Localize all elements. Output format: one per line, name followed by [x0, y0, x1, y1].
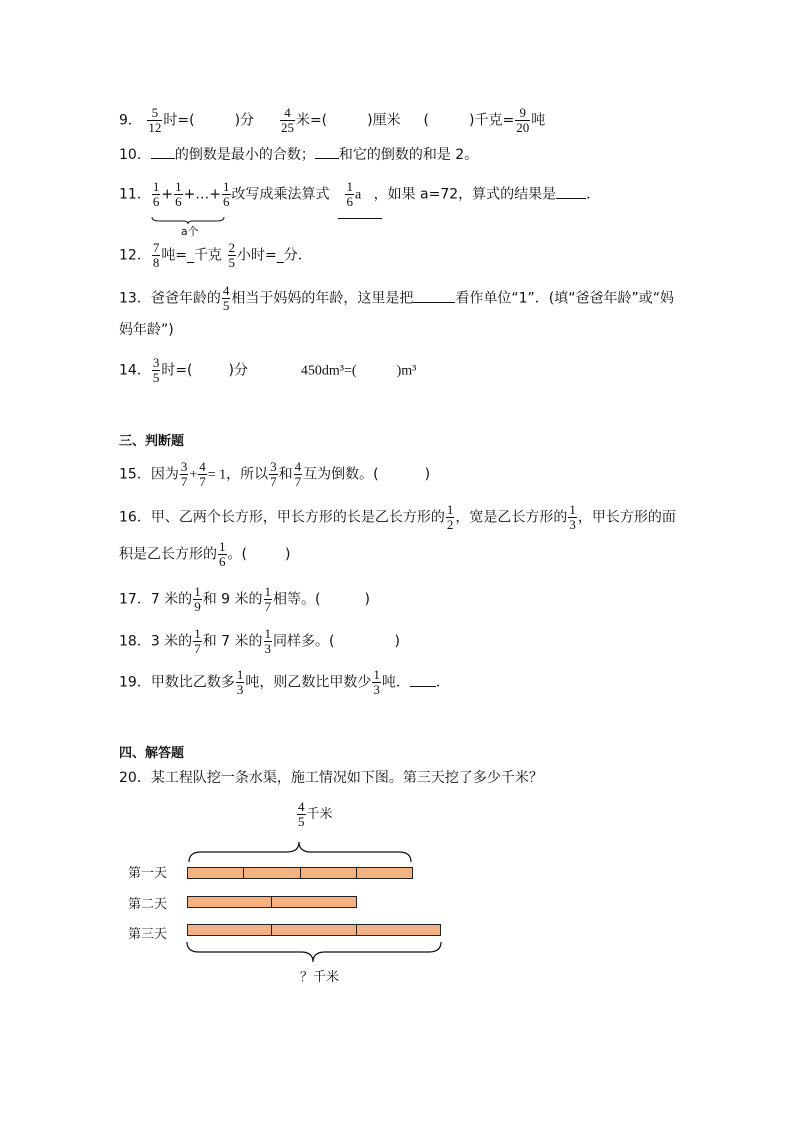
- bottom-brace: [185, 940, 445, 966]
- question-17: 17．7 米的 $\frac{1}{9}$ 和 9 米的 $\frac{1}{7}$ 相等。( ): [119, 584, 370, 614]
- question-20: 20．某工程队挖一条水渠，施工情况如下图。第三天挖了多少千米？: [119, 770, 543, 786]
- question-9: 9． $\frac{5}{12}$ 时=( )分 $\frac{4}{25}$ 米=( )厘米 ( )千克= $\frac{9}{20}$ 吨: [119, 105, 546, 135]
- day-label-3: 第三天: [128, 927, 168, 942]
- q11-sum-expression: $\frac{1}{6}$ + $\frac{1}{6}$ +…+ $\frac{1}{6}$ a个: [151, 180, 232, 209]
- day-3-bar: [187, 924, 441, 936]
- q13-fraction: $\frac{4}{5}$: [222, 283, 230, 313]
- day-2-bar: [187, 896, 357, 908]
- q10-blank-2: [315, 144, 339, 159]
- q9-fraction-3: $\frac{9}{20}$: [516, 105, 530, 135]
- question-16: 16．甲、乙两个长方形，甲长方形的长是乙长方形的 $\frac{1}{2}$ ，宽是乙长方形的 $\frac{1}{3}$ ，甲长方形的面: [119, 502, 676, 532]
- section-4-title: 四、解答题: [119, 746, 185, 761]
- question-13: 13．爸爸年龄的 $\frac{4}{5}$ 相当于妈妈的年龄，这里是把 看作单位“1”．(填“爸爸年龄”或“妈: [119, 283, 674, 313]
- question-19: 19．甲数比乙数多 $\frac{1}{3}$ 吨，则乙数比甲数少 $\frac{1}{3}$ 吨． ．: [119, 667, 450, 697]
- question-18: 18．3 米的 $\frac{1}{7}$ 和 7 米的 $\frac{1}{3}$ 同样多。( ): [119, 626, 400, 656]
- question-11: 11． $\frac{1}{6}$ + $\frac{1}{6}$ +…+ $\frac{1}{6}$ a个 改写成乘法算式 $\frac{1}{6}$ a ，如果 a=72，算式的结果是 ．: [119, 180, 600, 224]
- q19-blank: [410, 672, 436, 687]
- q12-fraction-2: $\frac{2}{5}$: [228, 240, 236, 270]
- q9-number: 9．: [119, 112, 142, 129]
- top-length-label: $\frac{4}{5}$ 千米: [298, 799, 333, 829]
- question-14: 14． $\frac{3}{5}$ 时=( )分 450dm³=( )m³: [119, 355, 417, 385]
- question-13-cont: 妈年龄”): [119, 322, 174, 338]
- q13-blank: [413, 288, 455, 303]
- day-label-1: 第一天: [128, 866, 168, 881]
- q9-fraction-1: $\frac{5}{12}$: [148, 105, 162, 135]
- question-16-cont: 积是乙长方形的 $\frac{1}{6}$ 。( ): [119, 539, 291, 569]
- q11-blank: [556, 184, 586, 199]
- question-12: 12． $\frac{7}{8}$ 吨=_千克 $\frac{2}{5}$ 小时=_分．: [119, 240, 312, 270]
- question-15: 15．因为 $\frac{3}{7}$ + $\frac{4}{7}$ = 1，所以 $\frac{3}{7}$ 和 $\frac{4}{7}$ 互为倒数。( ): [119, 459, 431, 489]
- bottom-length-label: ？千米: [300, 970, 340, 985]
- underbrace-label: a个: [180, 225, 199, 238]
- section-3-title: 三、判断题: [119, 434, 185, 449]
- q12-fraction-1: $\frac{7}{8}$: [152, 240, 160, 270]
- q10-blank-1: [151, 144, 175, 159]
- q14-fraction: $\frac{3}{5}$: [152, 355, 160, 385]
- question-10: 10． 的倒数是最小的合数； 和它的倒数的和是 2。: [119, 144, 478, 165]
- day-label-2: 第二天: [128, 897, 168, 912]
- q11-fraction-a: $\frac{1}{6}$: [346, 179, 353, 209]
- top-brace: [187, 840, 417, 864]
- q9-fraction-2: $\frac{4}{25}$: [280, 105, 294, 135]
